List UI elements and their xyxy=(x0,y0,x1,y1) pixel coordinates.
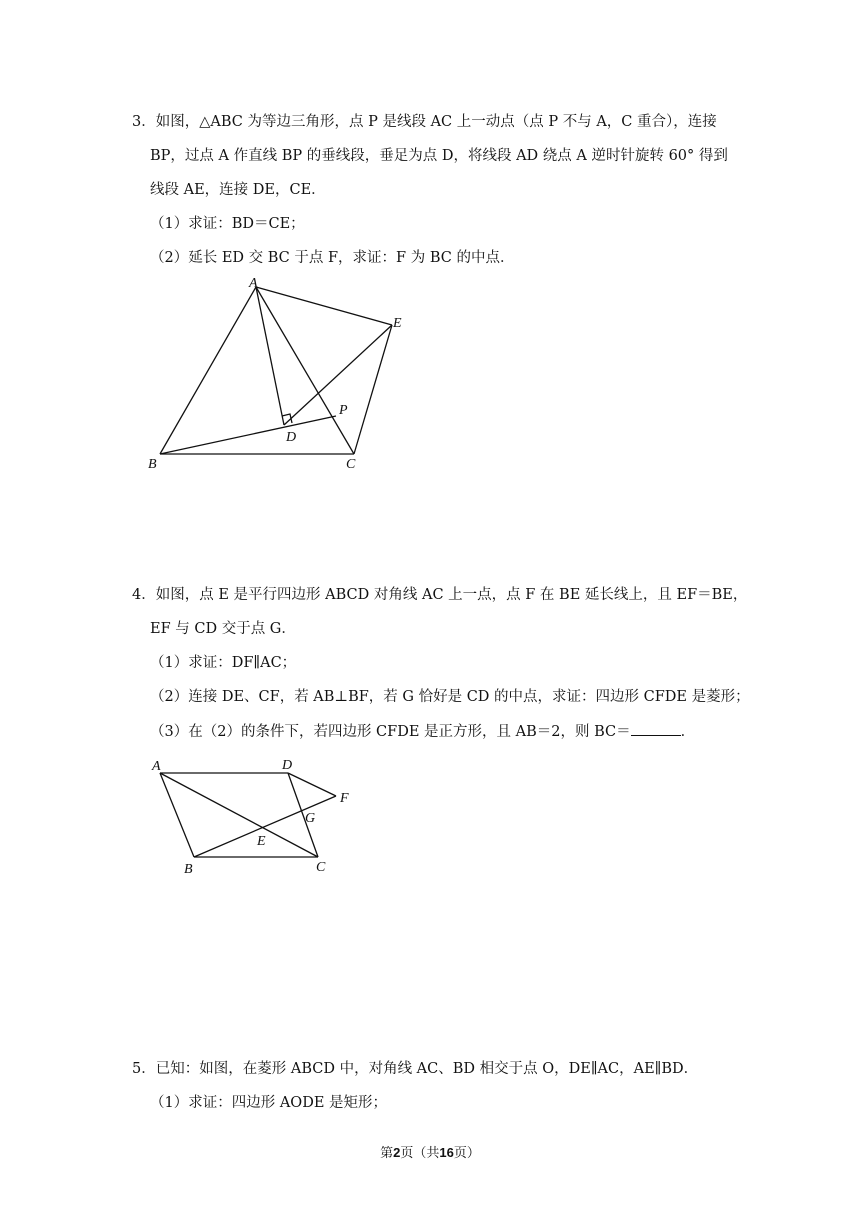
problem3-part2: （2）延长 ED 交 BC 于点 F，求证：F 为 BC 的中点． xyxy=(150,250,515,266)
problem4-part2: （2）连接 DE、CF，若 AB⊥BF，若 G 恰好是 CD 的中点，求证：四边形 CFDE 是菱形； xyxy=(150,689,750,705)
p4-label-D: D xyxy=(282,758,293,773)
p3-label-B: B xyxy=(148,457,157,472)
problem3-number: 3． xyxy=(132,114,156,130)
problem4-line1: 4．如图，点 E 是平行四边形 ABCD 对角线 AC 上一点，点 F 在 BE 延长线上，且 EF＝BE， xyxy=(132,587,748,603)
p4-label-G: G xyxy=(305,811,316,826)
problem5-part1: （1）求证：四边形 AODE 是矩形； xyxy=(150,1095,388,1111)
p3-label-E: E xyxy=(393,316,402,331)
p4-label-B: B xyxy=(184,862,193,877)
p4-label-E: E xyxy=(257,834,266,849)
current-page-number: 2 xyxy=(393,1145,401,1160)
problem5-number: 5． xyxy=(132,1061,156,1077)
p4-label-C: C xyxy=(316,860,326,875)
p3-label-C: C xyxy=(346,457,356,472)
problem3-line3: 线段 AE，连接 DE，CE． xyxy=(150,182,326,198)
problem3-line2: BP，过点 A 作直线 BP 的垂线段，垂足为点 D，将线段 AD 绕点 A 逆时针旋转 60° 得到 xyxy=(150,148,728,164)
page-footer: 第2页（共16页） xyxy=(380,1145,480,1161)
problem4-part1: （1）求证：DF∥AC； xyxy=(150,655,297,671)
p4-label-A: A xyxy=(152,759,161,774)
problem3-part1: （1）求证：BD＝CE； xyxy=(150,216,305,232)
problem4-line2: EF 与 CD 交于点 G． xyxy=(150,621,296,637)
problem3-line1: 3．如图，△ABC 为等边三角形，点 P 是线段 AC 上一动点（点 P 不与 A，C 重合），连接 xyxy=(132,114,717,130)
p4-edge-AB xyxy=(160,773,194,857)
problem5-line1: 5．已知：如图，在菱形 ABCD 中，对角线 AC、BD 相交于点 O，DE∥AC，AE∥BD． xyxy=(132,1061,699,1077)
p3-label-A: A xyxy=(249,276,258,291)
p3-label-P: P xyxy=(339,403,348,418)
p4-label-F: F xyxy=(340,791,349,806)
problem4-number: 4． xyxy=(132,587,156,603)
problem4-part3: （3）在（2）的条件下，若四边形 CFDE 是正方形，且 AB＝2，则 BC＝ ． xyxy=(150,721,695,742)
total-page-count: 16 xyxy=(439,1145,454,1160)
p3-label-D: D xyxy=(286,430,297,445)
p4-edge-AC xyxy=(160,773,318,857)
